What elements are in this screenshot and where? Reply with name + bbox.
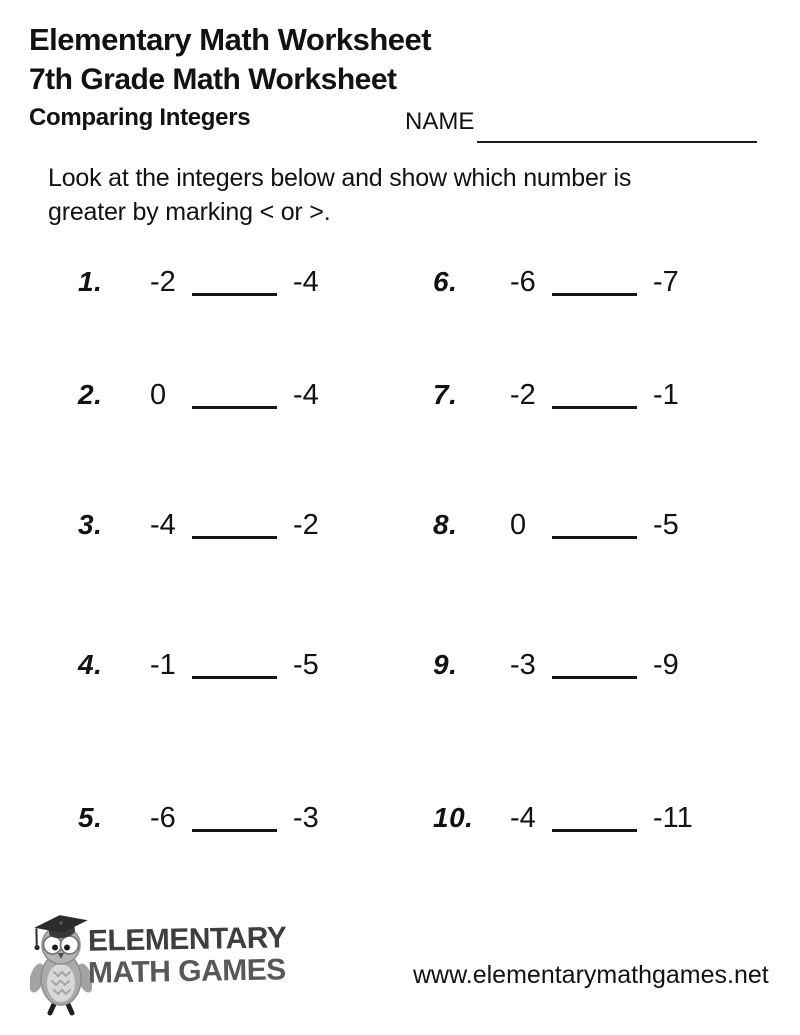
problem-item-9: [433, 647, 679, 683]
problem-number: 5.: [78, 802, 103, 833]
problem-item-3: [78, 507, 319, 543]
logo: [30, 912, 287, 1017]
owl-graduate-icon: [30, 912, 92, 1016]
problem-number: 7.: [433, 379, 458, 410]
problem-left-value: -6: [150, 802, 176, 834]
logo-text: [87, 921, 287, 990]
website-link[interactable]: www.elementarymathgames.net: [413, 961, 769, 989]
problem-item-5: [78, 800, 319, 836]
name-label: NAME: [405, 108, 475, 135]
problem-right-value: -4: [293, 266, 319, 298]
problem-number: 8.: [433, 509, 458, 540]
problem-item-6: [433, 264, 679, 300]
problem-number: 10.: [433, 802, 474, 833]
answer-blank: [552, 676, 637, 679]
problem-left-value: -2: [150, 266, 176, 298]
problem-item-4: [78, 647, 319, 683]
answer-blank: [552, 829, 637, 832]
worksheet-topic: Comparing Integers: [29, 104, 251, 131]
answer-blank: [192, 676, 277, 679]
problem-left-value: -1: [150, 649, 176, 681]
problem-left-value: -2: [510, 379, 536, 411]
problem-number: 6.: [433, 266, 458, 297]
name-blank-line: [477, 141, 757, 143]
problem-right-value: -5: [293, 649, 319, 681]
problem-number: 1.: [78, 266, 103, 297]
problem-right-value: -4: [293, 379, 319, 411]
problem-number: 9.: [433, 649, 458, 680]
problem-right-value: -2: [293, 509, 319, 541]
problem-left-value: 0: [510, 509, 527, 541]
page-title: Elementary Math Worksheet: [29, 22, 432, 57]
problem-item-8: [433, 507, 679, 543]
answer-blank: [192, 536, 277, 539]
problem-number: 3.: [78, 509, 103, 540]
problem-right-value: -7: [653, 266, 679, 298]
problem-item-7: [433, 377, 679, 413]
problem-number: 4.: [78, 649, 103, 680]
answer-blank: [192, 829, 277, 832]
problem-item-10: [433, 800, 693, 836]
answer-blank: [552, 536, 637, 539]
problem-right-value: -11: [653, 802, 693, 834]
problem-left-value: -4: [150, 509, 176, 541]
problem-left-value: 0: [150, 379, 167, 411]
problem-number: 2.: [78, 379, 103, 410]
problem-right-value: -9: [653, 649, 679, 681]
problem-left-value: -6: [510, 266, 536, 298]
instructions-line-1: Look at the integers below and show which number is: [48, 164, 632, 192]
instructions: [48, 161, 631, 229]
problem-item-2: [78, 377, 319, 413]
answer-blank: [192, 293, 277, 296]
problem-left-value: -4: [510, 802, 536, 834]
logo-line-1: ELEMENTARY: [87, 921, 287, 958]
logo-line-2: MATH GAMES: [87, 953, 287, 990]
problem-item-1: [78, 264, 319, 300]
answer-blank: [192, 406, 277, 409]
problem-right-value: -1: [653, 379, 679, 411]
answer-blank: [552, 293, 637, 296]
problem-right-value: -3: [293, 802, 319, 834]
problem-left-value: -3: [510, 649, 536, 681]
page-subtitle: 7th Grade Math Worksheet: [29, 63, 397, 96]
problem-right-value: -5: [653, 509, 679, 541]
answer-blank: [552, 406, 637, 409]
instructions-line-2: greater by marking < or >.: [48, 198, 331, 226]
